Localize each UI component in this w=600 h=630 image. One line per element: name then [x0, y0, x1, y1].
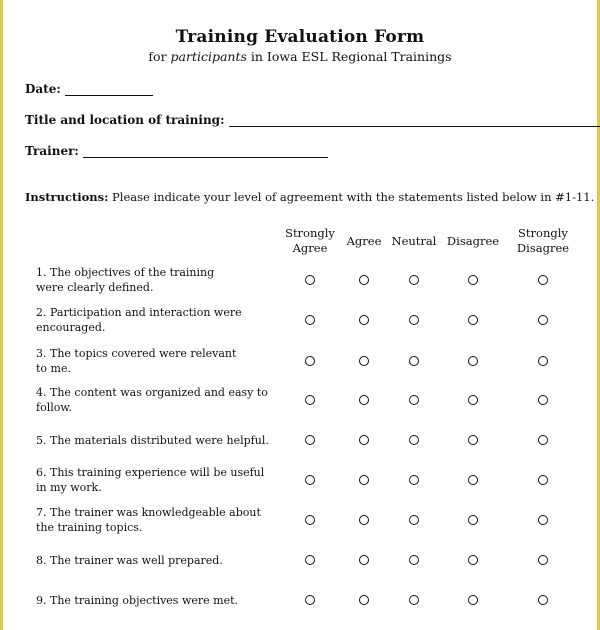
- subtitle-italic: participants: [170, 49, 247, 64]
- title-location-field: [25, 113, 600, 127]
- column-header-agree: [347, 234, 382, 249]
- title-location-label: Title and location of training:: [25, 113, 225, 127]
- radio-strongly-disagree[interactable]: [538, 275, 548, 285]
- radio-agree[interactable]: [359, 555, 369, 565]
- statement-line2: the training topics.: [36, 521, 143, 534]
- radio-strongly-agree[interactable]: [305, 555, 315, 565]
- radio-strongly-disagree[interactable]: [538, 555, 548, 565]
- radio-strongly-disagree[interactable]: [538, 595, 548, 605]
- statement-row: [36, 302, 586, 338]
- radio-neutral[interactable]: [409, 356, 419, 366]
- radio-neutral[interactable]: [409, 555, 419, 565]
- form-title: Training Evaluation Form: [175, 27, 425, 47]
- trainer-label: Trainer:: [25, 144, 79, 158]
- radio-neutral[interactable]: [409, 515, 419, 525]
- instructions: [25, 190, 595, 204]
- radio-strongly-disagree[interactable]: [538, 395, 548, 405]
- subtitle-prefix: for: [148, 49, 171, 64]
- statement-line2: to me.: [36, 362, 71, 375]
- radio-strongly-disagree[interactable]: [538, 315, 548, 325]
- radio-neutral[interactable]: [409, 315, 419, 325]
- radio-neutral[interactable]: [409, 595, 419, 605]
- statement-row: [36, 542, 586, 578]
- radio-disagree[interactable]: [468, 475, 478, 485]
- radio-agree[interactable]: [359, 435, 369, 445]
- statement-row: [36, 422, 586, 458]
- trainer-field: [25, 144, 328, 158]
- radio-agree[interactable]: [359, 475, 369, 485]
- statement-row: [36, 462, 586, 498]
- radio-neutral[interactable]: [409, 395, 419, 405]
- column-header-line1: Strongly: [285, 226, 335, 240]
- statement-text-block: [36, 433, 269, 448]
- radio-agree[interactable]: [359, 395, 369, 405]
- statement-line1: 2. Participation and interaction were: [36, 306, 242, 319]
- statement-text-block: [36, 385, 268, 415]
- radio-strongly-disagree[interactable]: [538, 515, 548, 525]
- radio-strongly-agree[interactable]: [305, 595, 315, 605]
- radio-strongly-agree[interactable]: [305, 315, 315, 325]
- statement-text-block: [36, 593, 238, 608]
- form-subtitle: [0, 49, 600, 64]
- statement-line1: 4. The content was organized and easy to: [36, 386, 268, 399]
- statement-row: [36, 502, 586, 538]
- statement-line1: 7. The trainer was knowledgeable about: [36, 506, 261, 519]
- radio-agree[interactable]: [359, 315, 369, 325]
- statement-text: [36, 502, 274, 538]
- radio-neutral[interactable]: [409, 475, 419, 485]
- title-location-blank-line[interactable]: [229, 114, 600, 127]
- statement-row: [36, 382, 586, 418]
- statement-text: [36, 382, 274, 418]
- radio-strongly-agree[interactable]: [305, 475, 315, 485]
- left-border-accent: [0, 0, 3, 630]
- radio-disagree[interactable]: [468, 555, 478, 565]
- statement-line2: were clearly defined.: [36, 281, 154, 294]
- radio-disagree[interactable]: [468, 275, 478, 285]
- radio-strongly-agree[interactable]: [305, 395, 315, 405]
- column-header-strongly-agree: [285, 226, 335, 256]
- radio-agree[interactable]: [359, 595, 369, 605]
- statement-line1: 6. This training experience will be useful: [36, 466, 265, 479]
- statement-line1: 1. The objectives of the training: [36, 266, 215, 279]
- radio-strongly-agree[interactable]: [305, 435, 315, 445]
- statement-text: [36, 302, 274, 338]
- statement-line2: follow.: [36, 401, 72, 414]
- subtitle-suffix: in Iowa ESL Regional Trainings: [246, 49, 452, 64]
- statement-text-block: [36, 346, 236, 376]
- instructions-text: Please indicate your level of agreement with the statements listed below in #1-11.: [108, 190, 595, 204]
- radio-disagree[interactable]: [468, 515, 478, 525]
- statement-text: [36, 343, 274, 379]
- statement-text-block: [36, 265, 214, 295]
- statement-row: [36, 343, 586, 379]
- statement-line1: 9. The training objectives were met.: [36, 593, 238, 607]
- radio-strongly-agree[interactable]: [305, 356, 315, 366]
- column-header-line2: Agree: [292, 241, 328, 255]
- statement-line1: 3. The topics covered were relevant: [36, 347, 237, 360]
- radio-disagree[interactable]: [468, 356, 478, 366]
- date-field: [25, 82, 153, 96]
- statement-text: [36, 542, 274, 578]
- statement-text-block: [36, 305, 242, 335]
- radio-strongly-disagree[interactable]: [538, 475, 548, 485]
- statement-line2: encouraged.: [36, 321, 106, 334]
- statement-text: [36, 582, 274, 618]
- statement-text: [36, 462, 274, 498]
- radio-disagree[interactable]: [468, 395, 478, 405]
- column-header-line1: Strongly: [518, 226, 568, 240]
- column-header-line2: Disagree: [516, 241, 570, 255]
- statement-row: [36, 582, 586, 618]
- radio-neutral[interactable]: [409, 275, 419, 285]
- trainer-blank-line[interactable]: [83, 145, 328, 158]
- column-header-neutral: [392, 234, 437, 249]
- date-blank-line[interactable]: [65, 83, 153, 96]
- radio-strongly-disagree[interactable]: [538, 356, 548, 366]
- statement-text: [36, 262, 274, 298]
- radio-agree[interactable]: [359, 356, 369, 366]
- statement-text: [36, 422, 274, 458]
- radio-disagree[interactable]: [468, 595, 478, 605]
- column-header-line1: Disagree: [446, 234, 500, 248]
- statement-text-block: [36, 465, 264, 495]
- date-label: Date:: [25, 82, 61, 96]
- radio-strongly-disagree[interactable]: [538, 435, 548, 445]
- statement-line1: 8. The trainer was well prepared.: [36, 553, 223, 567]
- column-header-line1: Neutral: [391, 234, 437, 248]
- column-header-disagree: [447, 234, 499, 249]
- statement-line1: 5. The materials distributed were helpful.: [36, 433, 269, 447]
- radio-agree[interactable]: [359, 275, 369, 285]
- statement-line2: in my work.: [36, 481, 102, 494]
- statement-row: [36, 262, 586, 298]
- radio-disagree[interactable]: [468, 435, 478, 445]
- column-header-line1: Agree: [346, 234, 382, 248]
- instructions-label: Instructions:: [25, 190, 109, 204]
- radio-strongly-agree[interactable]: [305, 275, 315, 285]
- radio-disagree[interactable]: [468, 315, 478, 325]
- radio-neutral[interactable]: [409, 435, 419, 445]
- radio-strongly-agree[interactable]: [305, 515, 315, 525]
- radio-agree[interactable]: [359, 515, 369, 525]
- column-header-strongly-disagree: [517, 226, 569, 256]
- statement-text-block: [36, 505, 261, 535]
- statement-text-block: [36, 553, 223, 568]
